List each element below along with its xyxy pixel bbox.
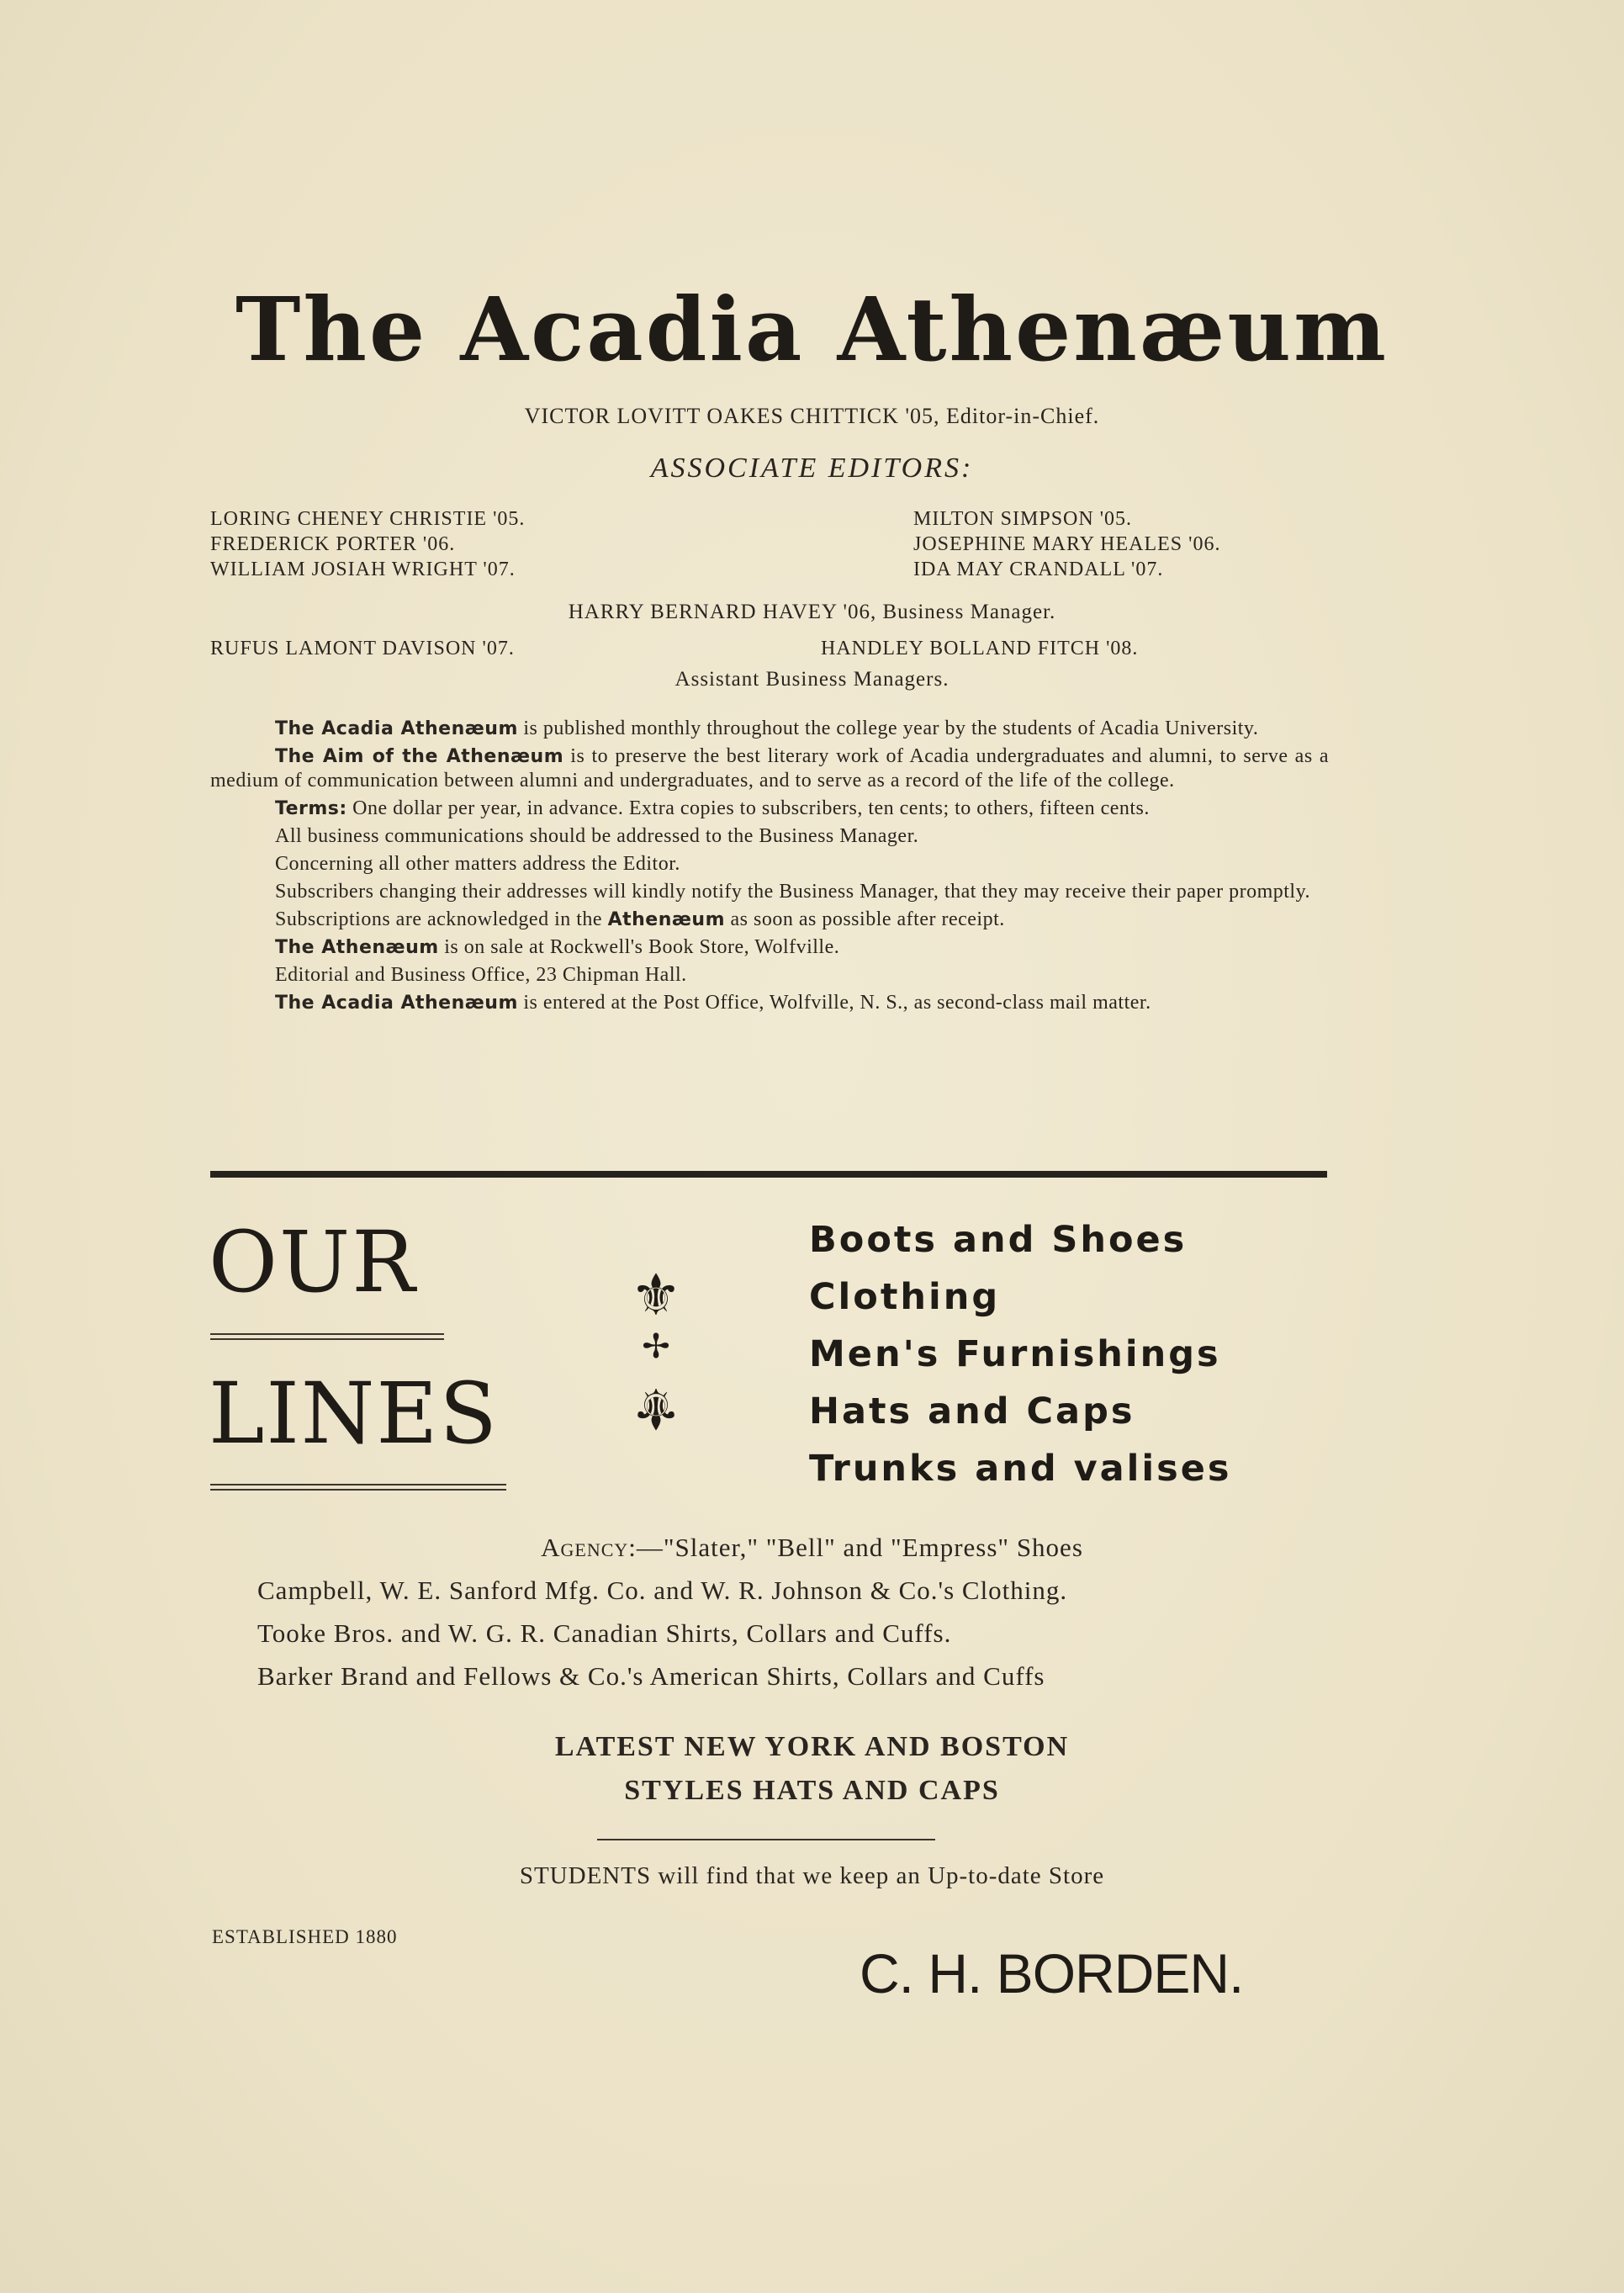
assistant-business-manager: RUFUS LAMONT DAVISON '07. [210,638,515,659]
associate-editors-right [913,506,1220,582]
clothing-line: Campbell, W. E. Sanford Mfg. Co. and W. R. Johnson & Co.'s Clothing. [257,1575,1068,1605]
fleur-de-lis-icon: ⚜ [630,1263,682,1327]
product-line: Clothing [809,1276,1001,1318]
latest-styles-line: LATEST NEW YORK AND BOSTON [554,1731,1070,1762]
double-rule [210,1484,506,1491]
info-paragraph: Subscriptions are acknowledged in the Athenæum as soon as possible after receipt. [275,908,1005,930]
product-lines [809,1211,1231,1497]
divider-rule [597,1839,935,1840]
magazine-title: The Acadia Athenæum [235,278,1389,381]
info-paragraph: The Athenæum is on sale at Rockwell's Book Store, Wolfville. [275,936,840,958]
associate-editor: JOSEPHINE MARY HEALES '06. [913,533,1221,555]
product-line: Trunks and valises [809,1448,1232,1490]
product-line: Men's Furnishings [809,1333,1221,1375]
product-line: Boots and Shoes [809,1219,1188,1261]
info-paragraph: The Aim of the Athenæum is to preserve the best literary work of Acadia undergraduates and alumni, to serve as a medium of communication between alumni and undergraduates, and to serve as a record of the life of the college. [210,745,1329,792]
assistant-business-managers-label: Assistant Business Managers. [674,668,950,691]
info-paragraph: The Acadia Athenæum is published monthly throughout the college year by the students of Acadia University. [275,718,1259,739]
barker-line: Barker Brand and Fellows & Co.'s American Shirts, Collars and Cuffs [257,1661,1045,1691]
associate-editors-heading: ASSOCIATE EDITORS: [650,453,974,484]
tooke-line: Tooke Bros. and W. G. R. Canadian Shirts, Collars and Cuffs. [257,1618,952,1648]
info-paragraph: Subscribers changing their addresses will kindly notify the Business Manager, that they may receive their paper promptly. [275,881,1311,903]
section-divider [210,1171,1327,1178]
info-paragraph: The Acadia Athenæum is entered at the Post Office, Wolfville, N. S., as second-class mail matter. [275,992,1151,1014]
established-label: ESTABLISHED 1880 [212,1926,398,1947]
associate-editor: WILLIAM JOSIAH WRIGHT '07. [210,559,516,580]
publication-info [210,717,1329,1019]
fleur-de-lis-icon: ⚜ [630,1376,682,1440]
latest-styles-line: STYLES HATS AND CAPS [624,1775,1000,1806]
cross-ornament-icon: ✢ [642,1327,670,1365]
double-rule [210,1333,444,1340]
business-manager: HARRY BERNARD HAVEY '06, Business Manager. [568,601,1056,623]
associate-editors-left [210,506,525,582]
agency-line: Agency:—"Slater," "Bell" and "Empress" Shoes [541,1533,1083,1562]
assistant-business-manager: HANDLEY BOLLAND FITCH '08. [821,638,1139,659]
our-heading: OUR [209,1213,417,1311]
associate-editor: MILTON SIMPSON '05. [913,508,1133,530]
lines-heading: LINES [209,1364,499,1463]
info-paragraph: Editorial and Business Office, 23 Chipman Hall. [275,964,687,986]
associate-editor: FREDERICK PORTER '06. [210,533,456,555]
associate-editor: IDA MAY CRANDALL '07. [913,559,1164,580]
associate-editor: LORING CHENEY CHRISTIE '05. [210,508,526,530]
info-paragraph: All business communications should be addressed to the Business Manager. [275,825,919,847]
product-line: Hats and Caps [809,1390,1135,1432]
merchant-name: C. H. BORDEN. [860,1942,1244,2004]
info-paragraph: Terms: One dollar per year, in advance. Extra copies to subscribers, ten cents; to others, fifteen cents. [275,797,1150,819]
info-paragraph: Concerning all other matters address the Editor. [275,853,680,875]
editor-in-chief: VICTOR LOVITT OAKES CHITTICK '05, Editor-in-Chief. [524,404,1100,428]
students-line: STUDENTS will find that we keep an Up-to-date Store [519,1862,1105,1889]
